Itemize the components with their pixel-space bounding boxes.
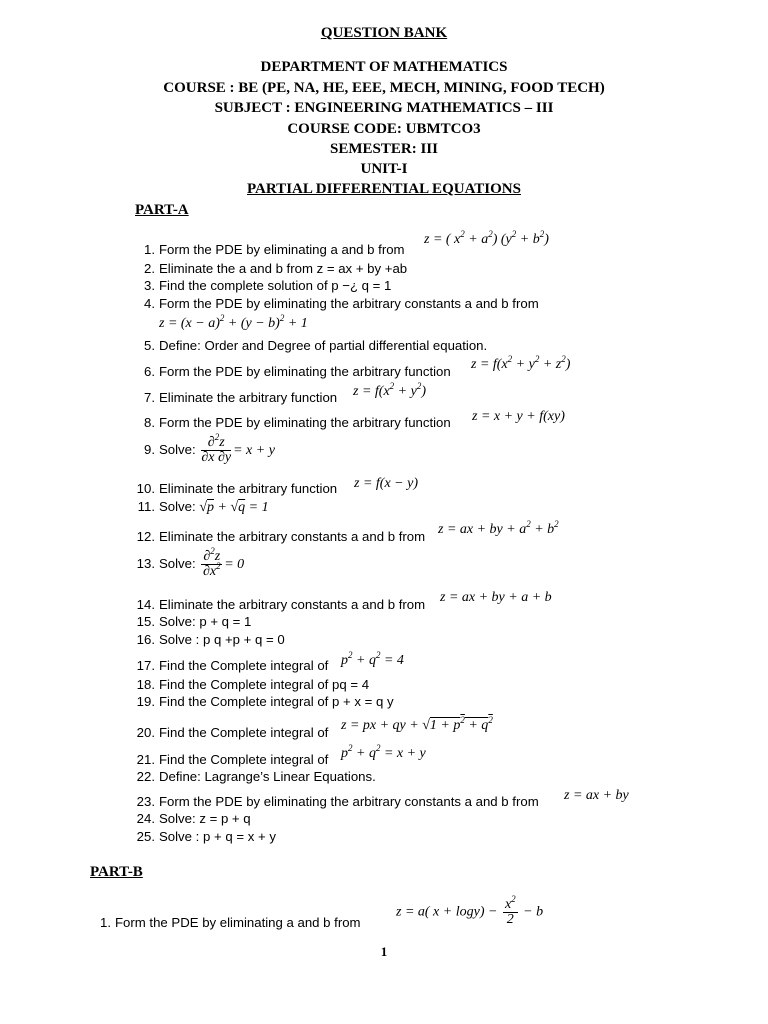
question-17: 17. Find the Complete integral of	[136, 658, 329, 673]
equation-q17: $p^2 + q^2 = 4$	[341, 650, 404, 668]
page-number: 1	[380, 944, 388, 959]
question-16: 16. Solve : p q +p + q = 0	[136, 632, 285, 647]
question-14: 14. Eliminate the arbitrary constants a and b from	[136, 597, 426, 612]
equation-q6: $z = f(x^2 + y^2 + z^2)$	[471, 354, 571, 372]
question-15: 15. Solve: p + q = 1	[136, 614, 252, 629]
question-1: 1. Form the PDE by eliminating a and b from	[144, 242, 405, 257]
question-4: 4. Form the PDE by eliminating the arbitrary constants a and b from	[144, 296, 539, 311]
department: DEPARTMENT OF MATHEMATICS	[260, 59, 508, 75]
unit-title: PARTIAL DIFFERENTIAL EQUATIONS	[247, 181, 521, 197]
equation-q8: z = x + y + f(xy)	[472, 409, 565, 424]
question-2: 2. Eliminate the a and b from z = ax + by +ab	[144, 261, 408, 276]
question-21: 21. Find the Complete integral of	[136, 752, 329, 767]
question-7: 7. Eliminate the arbitrary function	[144, 390, 338, 405]
question-19: 19. Find the Complete integral of p + x = q y	[136, 694, 394, 709]
question-10: 10. Eliminate the arbitrary function	[136, 481, 338, 496]
subject: SUBJECT : ENGINEERING MATHEMATICS – III	[214, 100, 554, 116]
question-22: 22. Define: Lagrange’s Linear Equations.	[136, 769, 376, 784]
course-code: COURSE CODE: UBMTCO3	[287, 121, 481, 137]
equation-q4: $z = (x - a)^2 + (y - b)^2 + 1$	[159, 313, 308, 331]
part-a-heading: PART-A	[135, 202, 189, 218]
question-3: 3. Find the complete solution of p −¿ q = 1	[144, 278, 392, 293]
equation-q20: z = px + qy + $√1 + p^2 + q^2$	[341, 715, 493, 733]
equation-part-b-q1: z = a( x + logy) − $\frac{x^2}{2}$ − b	[396, 894, 544, 927]
equation-q21: $p^2 + q^2 = x + y$	[341, 743, 426, 761]
question-9: 9. Solve: $\frac{\partial^2z}{\partial x \partial y}$ = x + y	[144, 432, 275, 465]
part-b-heading: PART-B	[90, 864, 143, 880]
doc-title: QUESTION BANK	[320, 25, 448, 41]
question-25: 25. Solve : p + q = x + y	[136, 829, 276, 844]
question-5: 5. Define: Order and Degree of partial differential equation.	[144, 338, 488, 353]
equation-q1: z = ( $x^2 + a^2$) $(y^2 + b^2)$	[424, 229, 549, 247]
question-20: 20. Find the Complete integral of	[136, 725, 329, 740]
equation-q12: z = ax + by + $a^2 + b^2$	[438, 519, 559, 537]
question-12: 12. Eliminate the arbitrary constants a and b from	[136, 529, 426, 544]
sqrt-expression: √p + √q	[199, 500, 246, 515]
question-6: 6. Form the PDE by eliminating the arbitrary function	[144, 364, 451, 379]
question-11: 11. Solve: √p + √q = 1	[137, 499, 269, 515]
equation-q10: z = f(x − y)	[354, 476, 418, 491]
question-8: 8. Form the PDE by eliminating the arbitrary function	[144, 415, 451, 430]
unit: UNIT-I	[360, 161, 408, 177]
semester: SEMESTER: III	[330, 141, 438, 157]
question-23: 23. Form the PDE by eliminating the arbitrary constants a and b from	[136, 794, 539, 809]
equation-q14: z = ax + by + a + b	[440, 590, 552, 605]
fraction-q13: $\frac{\partial^2z}{\partial x^2}$	[202, 546, 221, 579]
question-18: 18. Find the Complete integral of pq = 4	[136, 677, 370, 692]
fraction-q9: $\frac{\partial^2z}{\partial x \partial y}$	[201, 432, 232, 465]
equation-q23: z = ax + by	[564, 788, 629, 803]
part-b-question-1: 1. Form the PDE by eliminating a and b from	[100, 915, 361, 930]
question-24: 24. Solve: z = p + q	[136, 811, 251, 826]
course: COURSE : BE (PE, NA, HE, EEE, MECH, MINING, FOOD TECH)	[163, 80, 605, 96]
equation-q7: $z = f(x^2 + y^2)$	[353, 381, 427, 399]
question-13: 13. Solve: $\frac{\partial^2z}{\partial x^2}$ = 0	[136, 546, 245, 579]
